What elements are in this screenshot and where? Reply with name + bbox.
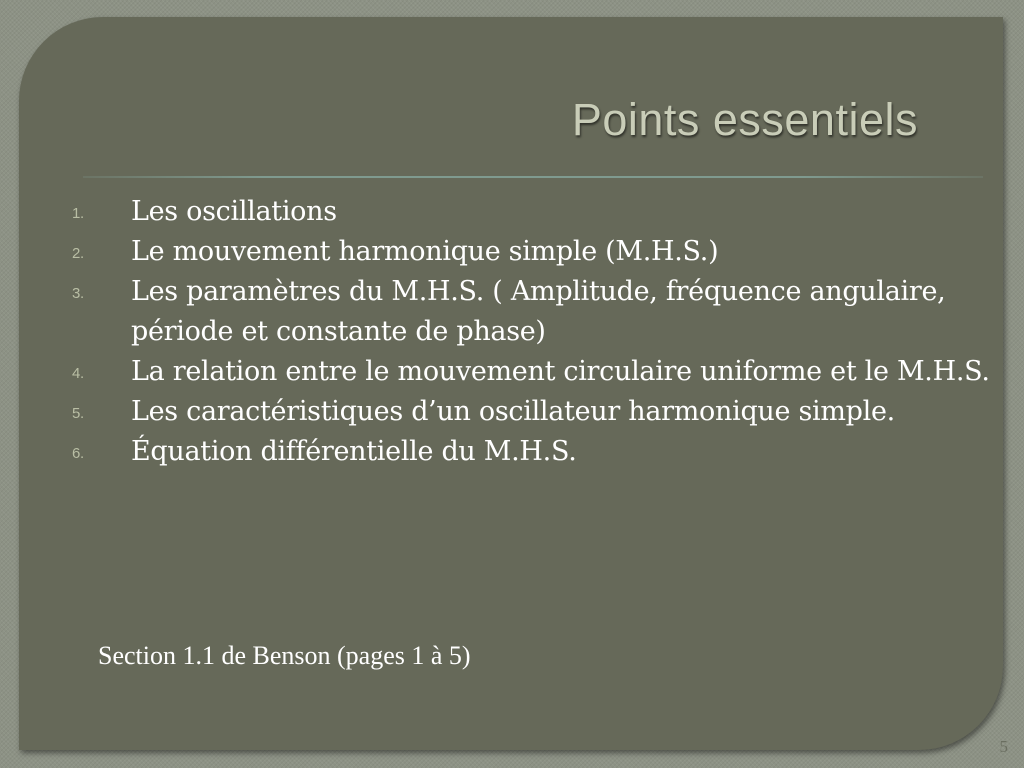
slide-title: Points essentiels (571, 94, 918, 145)
list-item (72, 352, 1002, 392)
list-item-number: 4. (72, 365, 84, 382)
key-points-list (72, 192, 1002, 472)
slide-panel (19, 17, 1003, 750)
page-number: 5 (999, 737, 1008, 756)
list-item-number: 2. (72, 245, 84, 262)
list-item-text: Les oscillations (131, 196, 337, 227)
list-item-text: Les paramètres du M.H.S. ( Amplitude, fréquence angulaire, période et constante de phase) (131, 276, 946, 347)
list-item-text: Équation différentielle du M.H.S. (131, 436, 577, 467)
title-divider (83, 176, 983, 178)
list-item-text: Les caractéristiques d’un oscillateur harmonique simple. (131, 396, 895, 427)
list-item-text: Le mouvement harmonique simple (M.H.S.) (131, 236, 719, 267)
list-item (72, 192, 1002, 232)
list-item (72, 232, 1002, 272)
source-reference: Section 1.1 de Benson (pages 1 à 5) (98, 641, 471, 670)
list-item-number: 3. (72, 285, 84, 302)
list-item-number: 6. (72, 445, 84, 462)
list-item-text: La relation entre le mouvement circulaire uniforme et le M.H.S. (131, 356, 990, 387)
list-item (72, 432, 1002, 472)
list-item (72, 392, 1002, 432)
list-item-number: 1. (72, 205, 84, 222)
list-item-number: 5. (72, 405, 84, 422)
list-item (72, 272, 1002, 352)
